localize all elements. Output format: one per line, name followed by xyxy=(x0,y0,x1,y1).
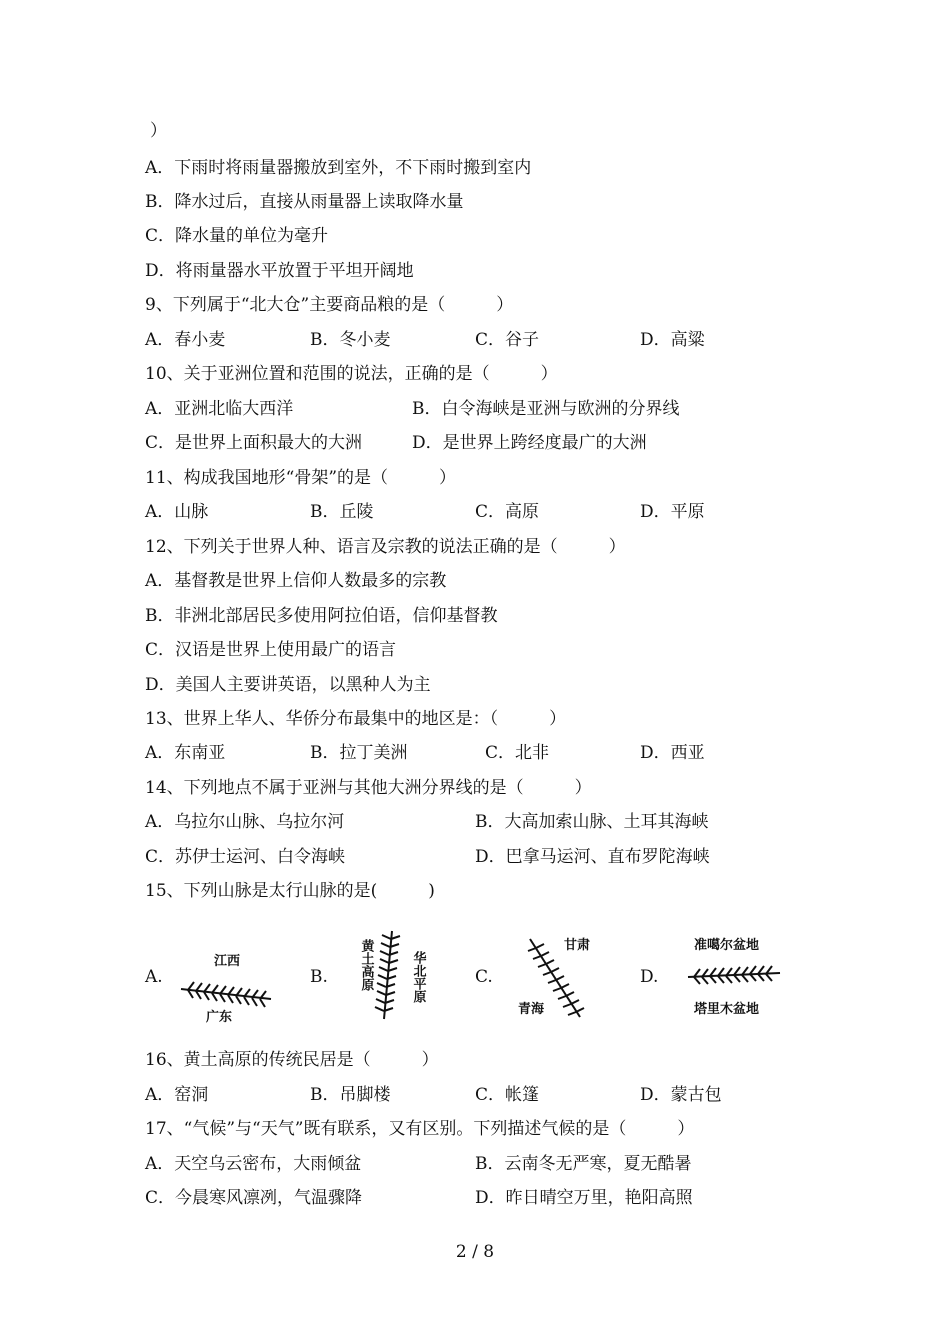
q13-option-a: A．东南亚 xyxy=(145,743,226,763)
q15-map-c-bottom-label: 青海 xyxy=(518,1002,545,1017)
q15-map-b xyxy=(340,925,440,1025)
q14-stem: 14、下列地点不属于亚洲与其他大洲分界线的是（ ） xyxy=(145,778,592,798)
q15-option-d-label: D. xyxy=(640,967,659,987)
q14-option-c: C．苏伊士运河、白令海峡 xyxy=(145,847,346,867)
page-number: 2 / 8 xyxy=(455,1242,495,1262)
q8-option-d: D．将雨量器水平放置于平坦开阔地 xyxy=(145,261,414,281)
q15-map-b-right-label: 华北平原 xyxy=(410,951,426,1003)
q17-option-d: D．昨日晴空万里，艳阳高照 xyxy=(475,1188,693,1208)
q12-stem: 12、下列关于世界人种、语言及宗教的说法正确的是（ ） xyxy=(145,537,626,557)
q13-option-d: D．西亚 xyxy=(640,743,705,763)
q10-stem: 10、关于亚洲位置和范围的说法，正确的是（ ） xyxy=(145,364,558,384)
q15-option-b-label: B. xyxy=(310,967,328,987)
q15-map-b-left-label: 黄土高原 xyxy=(358,939,374,991)
q15-map-c xyxy=(510,931,610,1025)
q9-stem: 9、下列属于“北大仓”主要商品粮的是（ ） xyxy=(145,295,514,315)
q11-option-d: D．平原 xyxy=(640,502,705,522)
q9-option-b: B．冬小麦 xyxy=(310,330,391,350)
q10-option-c: C．是世界上面积最大的大洲 xyxy=(145,433,363,453)
q14-option-b: B．大高加索山脉、土耳其海峡 xyxy=(475,812,709,832)
q12-option-d: D．美国人主要讲英语，以黑种人为主 xyxy=(145,675,431,695)
q9-option-d: D．高粱 xyxy=(640,330,705,350)
q17-option-b: B．云南冬无严寒，夏无酷暑 xyxy=(475,1154,692,1174)
q15-map-d-bottom-label: 塔里木盆地 xyxy=(694,1002,760,1017)
q8-option-a: A．下雨时将雨量器搬放到室外，不下雨时搬到室内 xyxy=(145,158,532,178)
q16-option-b: B．吊脚楼 xyxy=(310,1085,391,1105)
q14-option-a: A．乌拉尔山脉、乌拉尔河 xyxy=(145,812,345,832)
q15-map-d-top-label: 准噶尔盆地 xyxy=(694,938,760,953)
q15-map-d xyxy=(680,933,790,1023)
q16-option-d: D．蒙古包 xyxy=(640,1085,722,1105)
q12-option-b: B．非洲北部居民多使用阿拉伯语，信仰基督教 xyxy=(145,606,498,626)
q12-option-c: C．汉语是世界上使用最广的语言 xyxy=(145,640,397,660)
q11-option-a: A．山脉 xyxy=(145,502,209,522)
q11-stem: 11、构成我国地形“骨架”的是（ ） xyxy=(145,468,457,488)
q15-option-a-label: A. xyxy=(145,967,163,987)
q9-option-a: A．春小麦 xyxy=(145,330,226,350)
q15-map-c-top-label: 甘肃 xyxy=(564,938,591,953)
q17-stem: 17、“气候”与“天气”既有联系，又有区别。下列描述气候的是（ ） xyxy=(145,1119,695,1139)
q8-option-c: C．降水量的单位为毫升 xyxy=(145,226,329,246)
q13-option-b: B．拉丁美洲 xyxy=(310,743,408,763)
q12-option-a: A．基督教是世界上信仰人数最多的宗教 xyxy=(145,571,447,591)
q17-option-c: C．今晨寒风凛冽，气温骤降 xyxy=(145,1188,363,1208)
q11-option-b: B．丘陵 xyxy=(310,502,374,522)
q15-option-c-label: C. xyxy=(475,967,493,987)
q8-option-b: B．降水过后，直接从雨量器上读取降水量 xyxy=(145,192,464,212)
q15-map-a-bottom-label: 广东 xyxy=(206,1010,233,1025)
q16-stem: 16、黄土高原的传统民居是（ ） xyxy=(145,1050,439,1070)
q11-option-c: C．高原 xyxy=(475,502,540,522)
q15-map-a-top-label: 江西 xyxy=(214,954,241,969)
q8-stem-tail: ） xyxy=(150,121,167,141)
q13-stem: 13、世界上华人、华侨分布最集中的地区是：（ ） xyxy=(145,709,567,729)
q15-stem: 15、下列山脉是太行山脉的是( ) xyxy=(145,881,435,901)
q14-option-d: D．巴拿马运河、直布罗陀海峡 xyxy=(475,847,710,867)
q16-option-c: C．帐篷 xyxy=(475,1085,540,1105)
q15-map-a xyxy=(176,947,276,1025)
q9-option-c: C．谷子 xyxy=(475,330,540,350)
q16-option-a: A．窑洞 xyxy=(145,1085,209,1105)
q10-option-d: D．是世界上跨经度最广的大洲 xyxy=(412,433,647,453)
q10-option-a: A．亚洲北临大西洋 xyxy=(145,399,294,419)
q13-option-c: C．北非 xyxy=(485,743,550,763)
q17-option-a: A．天空乌云密布，大雨倾盆 xyxy=(145,1154,362,1174)
q15-map-options xyxy=(0,925,950,1025)
q10-option-b: B．白令海峡是亚洲与欧洲的分界线 xyxy=(412,399,680,419)
